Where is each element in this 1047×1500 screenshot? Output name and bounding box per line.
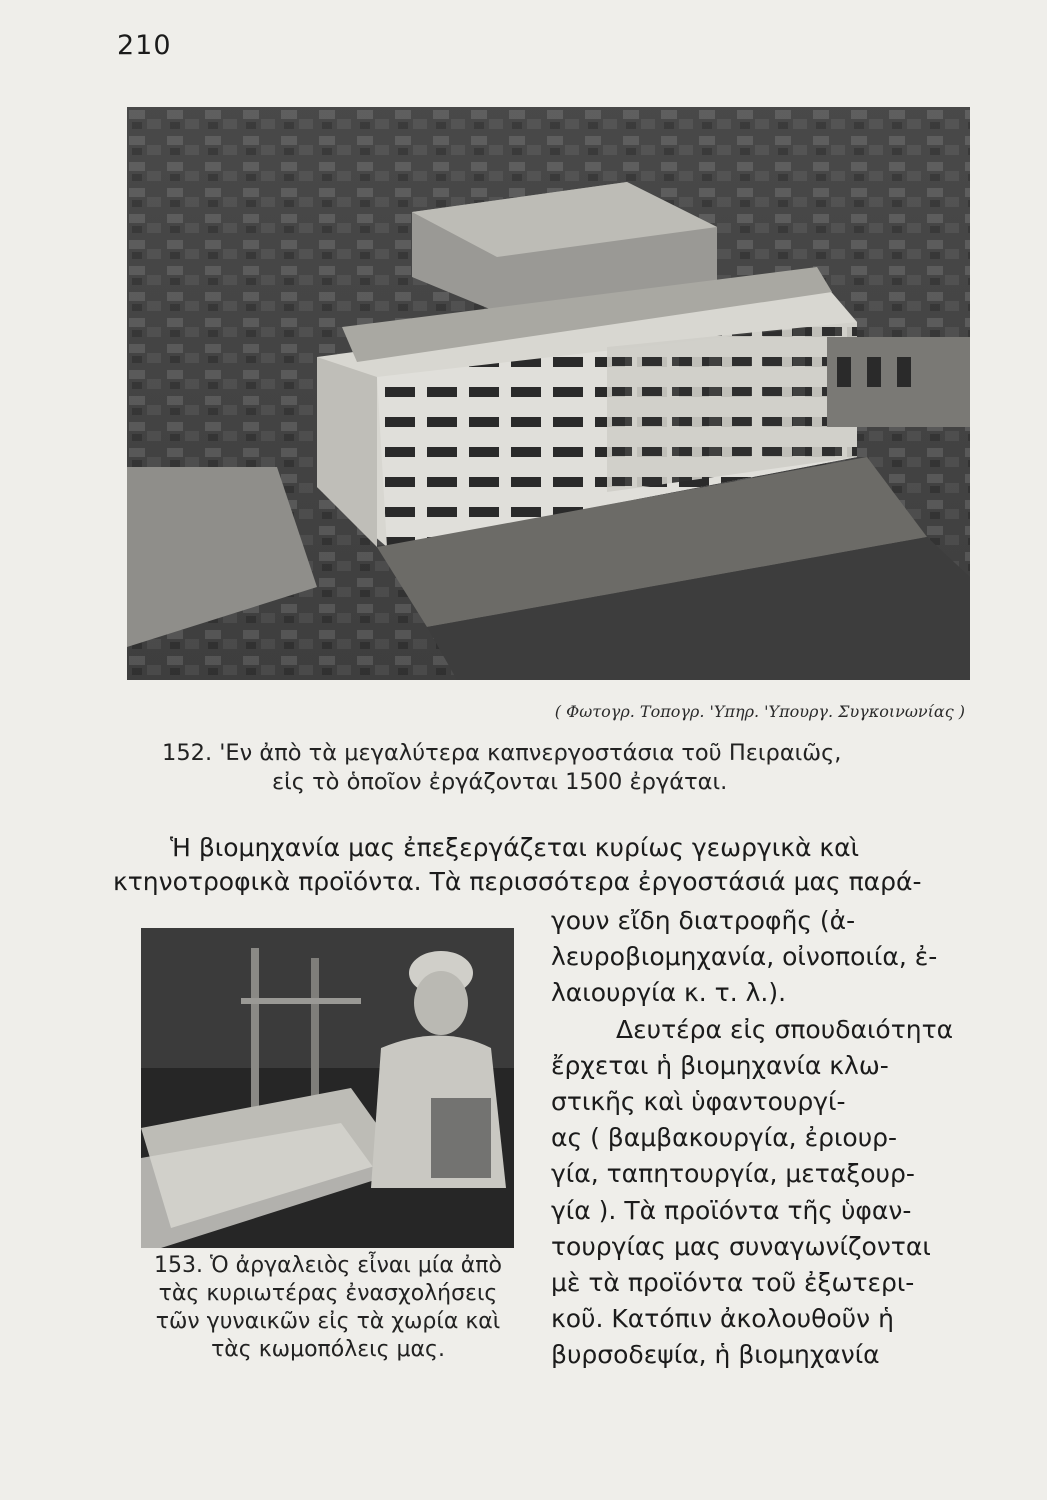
figure-152-caption-line2: εἰς τὸ ὁποῖον ἐργάζονται 1500 ἐργάται.: [272, 769, 728, 795]
figure-152-caption-line1: 152. 'Εν ἀπὸ τὰ μεγαλύτερα καπνεργοστάσια τοῦ Πειραιῶς,: [162, 740, 842, 766]
figure-153-caption-line3: τῶν γυναικῶν εἰς τὰ χωρία καὶ: [155, 1309, 501, 1334]
figure-152-caption: [162, 739, 972, 797]
col-line: τουργίας μας συναγωνίζονται: [551, 1231, 931, 1261]
factory-aerial-photo: [127, 107, 970, 680]
col-line: μὲ τὰ προϊόντα τοῦ ἐξωτερι-: [551, 1268, 915, 1298]
col-line: ας ( βαμβακουργία, ἐριουρ-: [551, 1123, 898, 1153]
col-line: γία, ταπητουργία, μεταξουρ-: [551, 1159, 915, 1189]
col-line: λαιουργία κ. τ. λ.).: [551, 978, 787, 1008]
col-line: γία ). Τὰ προϊόντα τῆς ὑφαν-: [551, 1195, 912, 1225]
figure-153-caption-line2: τὰς κυριωτέρας ἐνασχολήσεις: [158, 1281, 498, 1306]
body-paragraph-intro: [113, 831, 978, 899]
figure-153-caption: [128, 1252, 528, 1364]
col-line: ἔρχεται ἡ βιομηχανία κλω-: [551, 1050, 889, 1080]
body-line-2: κτηνοτροφικὰ προϊόντα. Τὰ περισσότερα ἐργοστάσιά μας παρά-: [113, 867, 922, 896]
photo-credit: ( Φωτογρ. Τοπογρ. 'Υπηρ. 'Υπουργ. Συγκοινωνίας ): [554, 702, 965, 721]
right-column-text: [551, 903, 979, 1374]
figure-153-caption-line1: 153. Ὁ ἀργαλειὸς εἶναι μία ἀπὸ: [153, 1253, 503, 1278]
col-line: βυρσοδεψία, ἡ βιομηχανία: [551, 1340, 880, 1370]
col-line: γουν εἴδη διατροφῆς (ἀ-: [551, 906, 856, 935]
col-line: Δευτέρα εἰς σπουδαιότητα: [616, 1014, 954, 1044]
page-number: 210: [117, 30, 172, 61]
col-line: λευροβιομηχανία, οἰνοποιία, ἐ-: [551, 942, 938, 972]
figure-153-caption-line4: τὰς κωμοπόλεις μας.: [211, 1337, 445, 1362]
body-line-1: Ἡ βιομηχανία μας ἐπεξεργάζεται κυρίως γεωργικὰ καὶ: [170, 833, 860, 862]
col-line: στικῆς καὶ ὑφαντουργί-: [551, 1087, 846, 1117]
col-line: κοῦ. Κατόπιν ἀκολουθοῦν ἡ: [551, 1304, 894, 1334]
weaver-loom-photo: [141, 928, 514, 1248]
